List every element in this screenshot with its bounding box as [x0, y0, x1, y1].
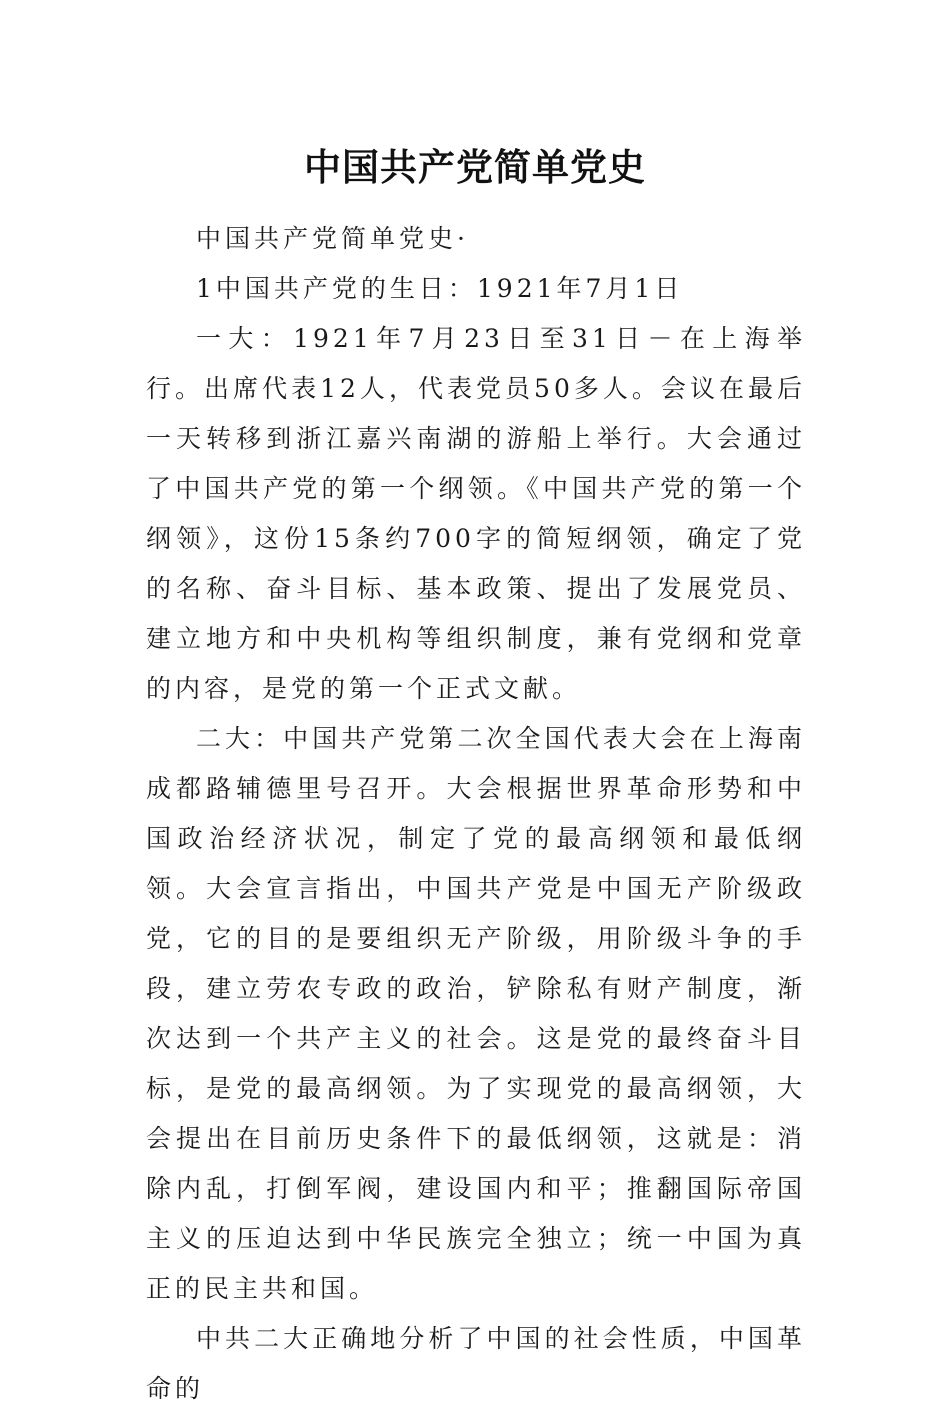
paragraph-first-congress: 一大：1921年7月23日至31日－在上海举行。出席代表12人，代表党员50多人。会议在最后一天转移到浙江嘉兴南湖的游船上举行。大会通过了中国共产党的第一个纲领。《中国共产党的第一个纲领》，这份15条约700字的简短纲领，确定了党的名称、奋斗目标、基本政策、提出了发展党员、建立地方和中央机构等组织制度，兼有党纲和党章的内容，是党的第一个正式文献。 — [146, 324, 806, 703]
document-title: 中国共产党简单党史 — [304, 145, 646, 189]
paragraph-subtitle: 中国共产党简单党史· — [196, 224, 469, 253]
document-body — [146, 214, 806, 1414]
paragraph-second-congress: 二大：中国共产党第二次全国代表大会在上海南成都路辅德里号召开。大会根据世界革命形势和中国政治经济状况，制定了党的最高纲领和最低纲领。大会宣言指出，中国共产党是中国无产阶级政党，它的目的是要组织无产阶级，用阶级斗争的手段，建立劳农专政的政治，铲除私有财产制度，渐次达到一个共产主义的社会。这是党的最终奋斗目标，是党的最高纲领。为了实现党的最高纲领，大会提出在目前历史条件下的最低纲领，这就是：消除内乱，打倒军阀，建设国内和平；推翻国际帝国主义的压迫达到中华民族完全独立；统一中国为真正的民主共和国。 — [146, 724, 806, 1303]
paragraph-party-birthday: 1中国共产党的生日：1921年7月1日 — [196, 274, 684, 303]
paragraph-second-congress-analysis: 中共二大正确地分析了中国的社会性质，中国革命的 — [146, 1324, 806, 1403]
